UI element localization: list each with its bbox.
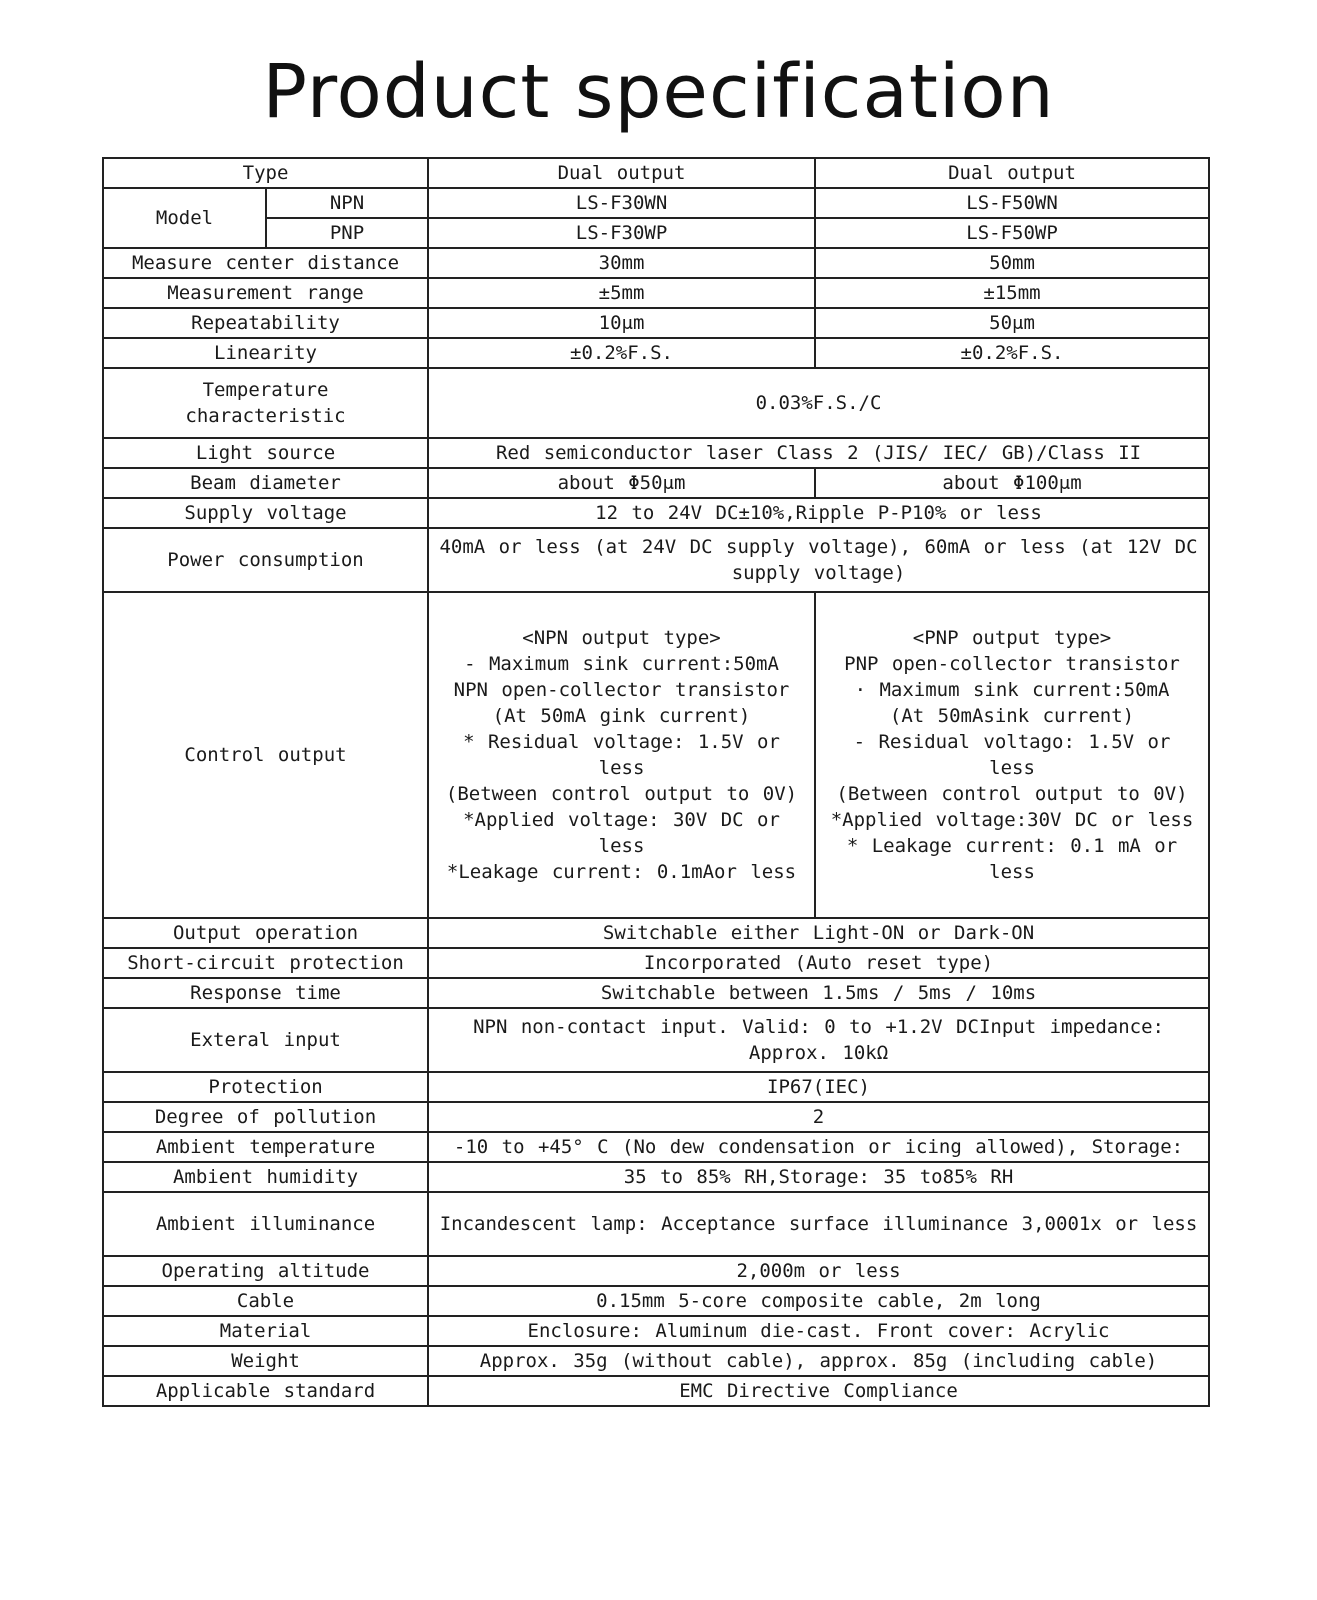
table-row	[103, 308, 1209, 338]
cell-value: LS-F30WP	[428, 218, 815, 248]
cell-value: IP67(IEC)	[428, 1072, 1209, 1102]
table-row	[103, 1316, 1209, 1346]
cell-value: Approx. 35g (without cable), approx. 85g (including cable)	[428, 1346, 1209, 1376]
control-pnp-cell: <PNP output type> PNP open-collector transistor · Maximum sink current:50mA (At 50mAsink current) - Residual voltago: 1.5V or less (Between control output to 0V) *Applied voltage:30V DC or less * Leakage current: 0.1 mA or less	[815, 592, 1209, 918]
row-label: Temperature characteristic	[103, 368, 428, 438]
row-label: Protection	[103, 1072, 428, 1102]
table-row	[103, 438, 1209, 468]
cell-value: Incorporated (Auto reset type)	[428, 948, 1209, 978]
row-label: Ambient temperature	[103, 1132, 428, 1162]
table-row	[103, 1102, 1209, 1132]
cell-value: -10 to +45° C (No dew condensation or icing allowed), Storage:	[428, 1132, 1209, 1162]
table-row	[103, 1286, 1209, 1316]
table-row	[103, 368, 1209, 438]
cell-value: 50mm	[815, 248, 1209, 278]
row-label: Ambient humidity	[103, 1162, 428, 1192]
cell-value: EMC Directive Compliance	[428, 1376, 1209, 1406]
row-label: Short-circuit protection	[103, 948, 428, 978]
cell-value: ±0.2%F.S.	[815, 338, 1209, 368]
cell-value: ±15mm	[815, 278, 1209, 308]
row-label: Operating altitude	[103, 1256, 428, 1286]
row-label: Applicable standard	[103, 1376, 428, 1406]
cell-value: 12 to 24V DC±10%,Ripple P-P10% or less	[428, 498, 1209, 528]
cell-value: 40mA or less (at 24V DC supply voltage), 60mA or less (at 12V DC supply voltage)	[428, 528, 1209, 592]
cell-value: Switchable either Light-ON or Dark-ON	[428, 918, 1209, 948]
cell-value: LS-F30WN	[428, 188, 815, 218]
cell-value: NPN non-contact input. Valid: 0 to +1.2V DCInput impedance: Approx. 10kΩ	[428, 1008, 1209, 1072]
table-row	[103, 948, 1209, 978]
table-row	[103, 1346, 1209, 1376]
cell-value: Incandescent lamp: Acceptance surface illuminance 3,0001x or less	[428, 1192, 1209, 1256]
row-label: Cable	[103, 1286, 428, 1316]
table-row	[103, 468, 1209, 498]
table-row	[103, 978, 1209, 1008]
table-row	[103, 528, 1209, 592]
cell-value: 2,000m or less	[428, 1256, 1209, 1286]
table-row	[103, 1008, 1209, 1072]
model-label: Model	[103, 188, 266, 248]
cell-value: 10μm	[428, 308, 815, 338]
cell-value: 2	[428, 1102, 1209, 1132]
cell-value: LS-F50WN	[815, 188, 1209, 218]
row-label: Weight	[103, 1346, 428, 1376]
row-label: Measurement range	[103, 278, 428, 308]
table-row	[103, 1256, 1209, 1286]
row-label: Control output	[103, 592, 428, 918]
row-label: Light source	[103, 438, 428, 468]
cell-value: about Φ100μm	[815, 468, 1209, 498]
table-row	[103, 1072, 1209, 1102]
table-row	[103, 338, 1209, 368]
row-label: Supply voltage	[103, 498, 428, 528]
row-label: Beam diameter	[103, 468, 428, 498]
cell-value: about Φ50μm	[428, 468, 815, 498]
table-row	[103, 188, 1209, 218]
table-row	[103, 1192, 1209, 1256]
row-label: Ambient illuminance	[103, 1192, 428, 1256]
header-type: Type	[103, 158, 428, 188]
row-label: Repeatability	[103, 308, 428, 338]
table-row	[103, 918, 1209, 948]
npn-label: NPN	[266, 188, 428, 218]
row-label: Degree of pollution	[103, 1102, 428, 1132]
row-label: Output operation	[103, 918, 428, 948]
cell-value: 35 to 85% RH,Storage: 35 to85% RH	[428, 1162, 1209, 1192]
cell-value: Enclosure: Aluminum die-cast. Front cover: Acrylic	[428, 1316, 1209, 1346]
row-label: Linearity	[103, 338, 428, 368]
header-col1: Dual output	[428, 158, 815, 188]
table-row	[103, 592, 1209, 918]
table-row	[103, 158, 1209, 188]
table-row	[103, 248, 1209, 278]
row-label: Material	[103, 1316, 428, 1346]
cell-value: 50μm	[815, 308, 1209, 338]
page-title: Product specification	[262, 49, 1055, 135]
cell-value: 30mm	[428, 248, 815, 278]
cell-value: Red semiconductor laser Class 2 (JIS/ IEC/ GB)/Class II	[428, 438, 1209, 468]
cell-value: Switchable between 1.5ms / 5ms / 10ms	[428, 978, 1209, 1008]
table-row	[103, 278, 1209, 308]
row-label: Exteral input	[103, 1008, 428, 1072]
cell-value: 0.03%F.S./C	[428, 368, 1209, 438]
cell-value: 0.15mm 5-core composite cable, 2m long	[428, 1286, 1209, 1316]
table-row	[103, 1132, 1209, 1162]
row-label: Response time	[103, 978, 428, 1008]
cell-value: ±5mm	[428, 278, 815, 308]
control-npn-cell: <NPN output type> - Maximum sink current:50mA NPN open-collector transistor (At 50mA gink current) * Residual voltage: 1.5V or less (Between control output to 0V) *Applied voltage: 30V DC or less *Leakage current: 0.1mAor less	[428, 592, 815, 918]
header-col2: Dual output	[815, 158, 1209, 188]
cell-value: LS-F50WP	[815, 218, 1209, 248]
table-row	[103, 1162, 1209, 1192]
table-row	[103, 218, 1209, 248]
table-row	[103, 1376, 1209, 1406]
row-label: Power consumption	[103, 528, 428, 592]
table-row	[103, 498, 1209, 528]
spec-table	[102, 157, 1210, 1407]
pnp-label: PNP	[266, 218, 428, 248]
row-label: Measure center distance	[103, 248, 428, 278]
cell-value: ±0.2%F.S.	[428, 338, 815, 368]
